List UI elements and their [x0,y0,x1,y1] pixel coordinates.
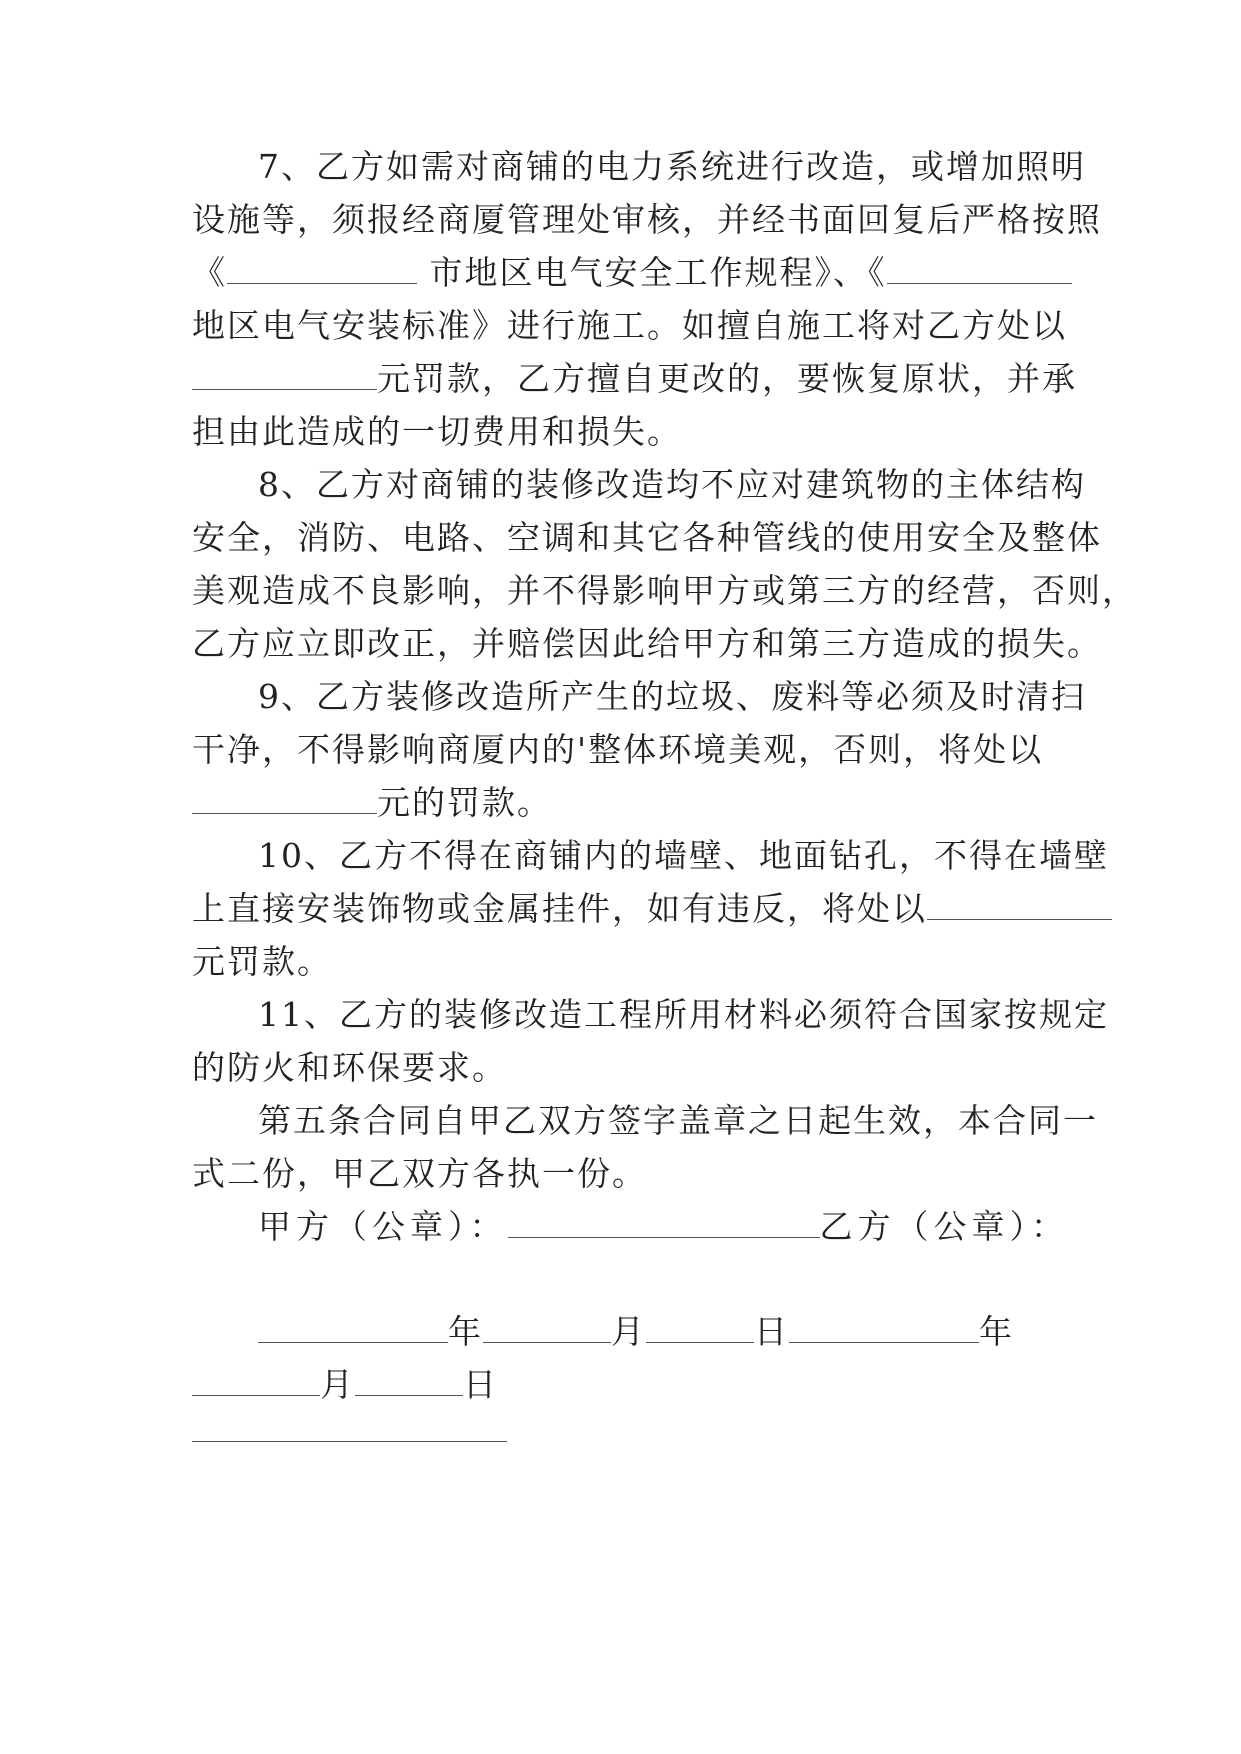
year-blank [789,1312,979,1343]
clause-7-line-6: 担由此造成的一切费用和损失。 [192,412,682,451]
date-line-1 [258,1312,1052,1352]
clause-7-line-3-text: 市地区电气安全工作规程》、《 [417,253,887,292]
day-label: 日 [463,1365,498,1404]
clause-9-line-1: 9、乙方装修改造所产生的垃圾、废料等必须及时清扫 [258,677,1086,716]
party-b-label: 乙方（公章）： [819,1207,1069,1246]
party-a-seal-blank [508,1207,820,1238]
clause-9-line-3-text: 元的罚款。 [377,783,552,822]
month-label: 月 [611,1312,646,1351]
clause-7-line-5-text: 元罚款，乙方擅自更改的，要恢复原状，并承 [377,359,1077,398]
month-label: 月 [320,1365,355,1404]
clause-10-line-2 [192,889,1052,929]
clause-11-line-1: 11、乙方的装修改造工程所用材料必须符合国家按规定 [258,995,1109,1034]
date-line-2 [192,1365,1052,1405]
clause-7-line-3-open: 《 [192,253,227,292]
article-5-line-1: 第五条合同自甲乙双方签字盖章之日起生效，本合同一 [258,1101,1098,1140]
signature-line [258,1207,1069,1247]
clause-9-line-3 [192,783,1052,823]
clause-7-line-5 [192,359,1077,399]
clause-10-line-1: 10、乙方不得在商铺内的墙壁、地面钻孔，不得在墙壁 [258,836,1109,875]
clause-8-line-2: 安全，消防、电路、空调和其它各种管线的使用安全及整体 [192,518,1102,557]
party-b-seal-blank [192,1440,507,1442]
article-5-line-2: 式二份，甲乙双方各执一份。 [192,1154,647,1193]
clause-7-line-2: 设施等，须报经商厦管理处审核，并经书面回复后严格按照 [192,200,1102,239]
month-blank [192,1365,320,1396]
day-blank [646,1312,754,1343]
day-label: 日 [754,1312,789,1351]
clause-10-line-2-text: 上直接安装饰物或金属挂件，如有违反，将处以 [192,889,927,928]
region-blank [887,253,1072,284]
clause-7-line-3 [192,253,1052,293]
clause-8-line-3: 美观造成不良影响，并不得影响甲方或第三方的经营，否则， [192,571,1137,610]
clause-7-line-1: 7、乙方如需对商铺的电力系统进行改造，或增加照明 [258,147,1086,186]
month-blank [483,1312,611,1343]
year-label: 年 [979,1312,1014,1351]
fine-amount-blank [927,889,1112,920]
clause-11-line-2: 的防火和环保要求。 [192,1048,507,1087]
city-blank [227,253,417,284]
year-label: 年 [448,1312,483,1351]
day-blank [355,1365,463,1396]
clause-7-line-4: 地区电气安装标准》进行施工。如擅自施工将对乙方处以 [192,306,1067,345]
clause-10-line-3: 元罚款。 [192,942,332,981]
year-blank [258,1312,448,1343]
fine-amount-blank [192,783,377,814]
clause-8-line-4: 乙方应立即改正，并赔偿因此给甲方和第三方造成的损失。 [192,624,1102,663]
fine-amount-blank [192,359,377,390]
party-a-label: 甲方（公章）： [258,1207,508,1246]
clause-9-line-2: 干净，不得影响商厦内的'整体环境美观，否则，将处以 [192,730,1044,769]
clause-8-line-1: 8、乙方对商铺的装修改造均不应对建筑物的主体结构 [258,465,1086,504]
